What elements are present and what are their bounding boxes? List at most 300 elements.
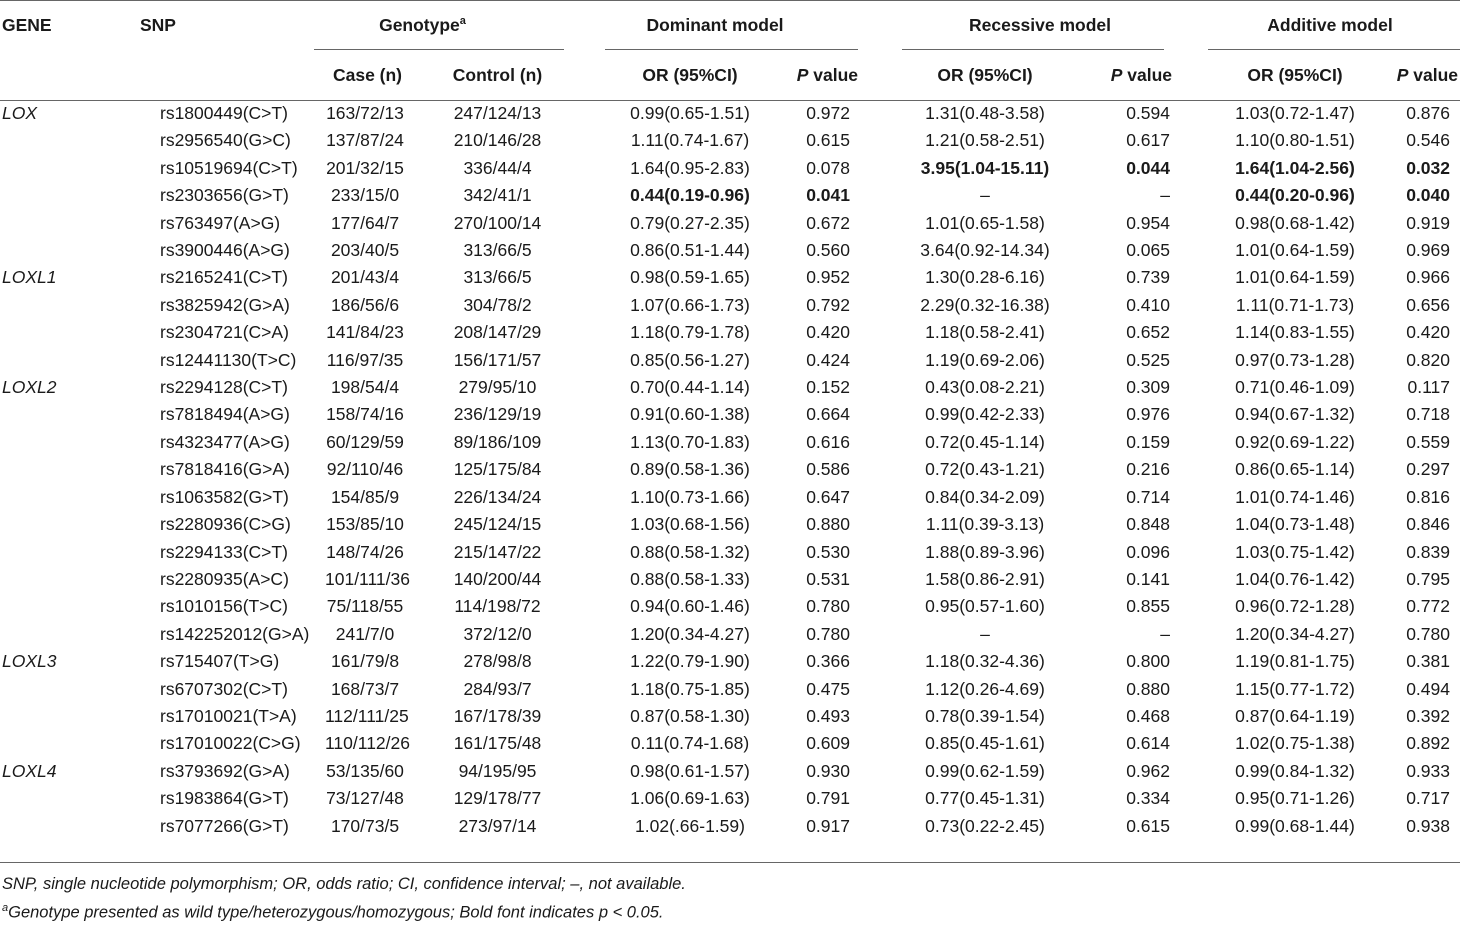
- cell-dom-or: 0.98(0.59-1.65): [630, 267, 750, 288]
- table-row: [0, 292, 1460, 319]
- cell-add-or: 1.10(0.80-1.51): [1235, 130, 1355, 151]
- cell-add-or: 1.03(0.75-1.42): [1235, 541, 1355, 562]
- cell-rec-or: 0.43(0.08-2.21): [925, 377, 1045, 398]
- cell-dom-p: 0.615: [806, 130, 850, 151]
- cell-control: 167/178/39: [453, 705, 542, 726]
- cell-rec-p: 0.468: [1126, 705, 1170, 726]
- header-genotype: [275, 0, 570, 50]
- cell-snp: rs17010022(C>G): [160, 733, 301, 754]
- table-row: [0, 593, 1460, 620]
- header-snp: SNP: [140, 14, 176, 35]
- cell-rec-p: 0.617: [1126, 130, 1170, 151]
- cell-rec-p: 0.615: [1126, 815, 1170, 836]
- cell-rec-or: 3.95(1.04-15.11): [920, 157, 1050, 178]
- cell-snp: rs17010021(T>A): [160, 705, 297, 726]
- cell-rec-p: 0.141: [1126, 568, 1170, 589]
- table-row: [0, 264, 1460, 291]
- cell-rec-or: 1.12(0.26-4.69): [925, 678, 1045, 699]
- cell-add-p: 0.919: [1406, 212, 1450, 233]
- cell-control: 284/93/7: [463, 678, 532, 699]
- cell-rec-p: 0.714: [1126, 486, 1170, 507]
- table-row: [0, 566, 1460, 593]
- cell-case: 177/64/7: [330, 212, 400, 233]
- cell-rec-or: 1.11(0.39-3.13): [925, 514, 1045, 535]
- cell-add-p: 0.494: [1406, 678, 1450, 699]
- cell-dom-p: 0.930: [806, 760, 850, 781]
- cell-dom-or: 1.03(0.68-1.56): [630, 514, 750, 535]
- cell-rec-p: 0.159: [1126, 431, 1170, 452]
- header-rec-p: [1070, 50, 1180, 100]
- footnote-sup: a: [2, 902, 9, 914]
- cell-rec-or: 0.85(0.45-1.61): [925, 733, 1045, 754]
- cell-add-or: 0.86(0.65-1.14): [1235, 459, 1355, 480]
- header-rec-p-italic: P: [1110, 64, 1123, 85]
- cell-add-p: 0.876: [1406, 103, 1450, 123]
- cell-dom-p: 0.078: [806, 157, 850, 178]
- cell-case: 154/85/9: [330, 486, 400, 507]
- header-genotype-label: Genotype: [379, 14, 460, 35]
- cell-add-p: 0.772: [1406, 596, 1450, 617]
- cell-gene: LOXL1: [2, 267, 57, 288]
- cell-add-p: 0.381: [1406, 651, 1450, 672]
- table-row: [0, 703, 1460, 730]
- cell-case: 137/87/24: [326, 130, 404, 151]
- table-row: [0, 511, 1460, 538]
- cell-dom-or: 1.07(0.66-1.73): [630, 294, 750, 315]
- rule-header-bottom: [0, 100, 1460, 101]
- footnote-abbreviations: SNP, single nucleotide polymorphism; OR, odds ratio; CI, confidence interval; –, not available.: [2, 875, 686, 893]
- cell-dom-p: 0.616: [806, 431, 850, 452]
- cell-rec-or: 0.72(0.43-1.21): [925, 459, 1045, 480]
- cell-dom-p: 0.560: [806, 240, 850, 261]
- cell-add-p: 0.032: [1406, 157, 1450, 178]
- cell-snp: rs10519694(C>T): [160, 157, 298, 178]
- cell-dom-p: 0.530: [806, 541, 850, 562]
- cell-add-or: 0.44(0.20-0.96): [1235, 185, 1355, 206]
- cell-control: 125/175/84: [453, 459, 542, 480]
- header-gene: GENE: [2, 14, 52, 35]
- cell-rec-or: 1.21(0.58-2.51): [925, 130, 1045, 151]
- table-row: [0, 484, 1460, 511]
- cell-rec-or: 0.78(0.39-1.54): [925, 705, 1045, 726]
- cell-control: 313/66/5: [463, 240, 532, 261]
- cell-rec-or: 1.31(0.48-3.58): [925, 103, 1045, 123]
- cell-case: 116/97/35: [326, 349, 404, 370]
- cell-snp: rs715407(T>G): [160, 651, 280, 672]
- cell-add-or: 1.64(1.04-2.56): [1235, 157, 1355, 178]
- cell-snp: rs1010156(T>C): [160, 596, 288, 617]
- cell-dom-or: 0.99(0.65-1.51): [630, 103, 750, 123]
- cell-control: 89/186/109: [453, 431, 542, 452]
- cell-snp: rs3793692(G>A): [160, 760, 290, 781]
- cell-rec-or: –: [980, 185, 990, 206]
- cell-rec-or: 0.99(0.62-1.59): [925, 760, 1045, 781]
- cell-case: 141/84/23: [326, 322, 404, 343]
- cell-dom-p: 0.424: [806, 349, 850, 370]
- cell-dom-p: 0.609: [806, 733, 850, 754]
- cell-case: 203/40/5: [330, 240, 400, 261]
- cell-rec-or: 0.84(0.34-2.09): [925, 486, 1045, 507]
- header-add-or: OR (95%CI): [1247, 64, 1343, 85]
- cell-snp: rs7818494(A>G): [160, 404, 290, 425]
- cell-add-p: 0.040: [1406, 185, 1450, 206]
- cell-add-p: 0.846: [1406, 514, 1450, 535]
- cell-snp: rs1983864(G>T): [160, 788, 289, 809]
- cell-dom-p: 0.493: [806, 705, 850, 726]
- cell-rec-p: –: [1160, 185, 1170, 206]
- cell-control: 278/98/8: [463, 651, 532, 672]
- cell-gene: [0, 127, 100, 154]
- cell-case: 168/73/7: [330, 678, 400, 699]
- footnote-genotype: [2, 896, 686, 925]
- cell-gene: [0, 593, 100, 620]
- cell-snp: rs763497(A>G): [160, 212, 281, 233]
- table-row: [0, 730, 1460, 757]
- cell-add-or: 0.94(0.67-1.32): [1235, 404, 1355, 425]
- cell-control: 129/178/77: [453, 788, 542, 809]
- cell-add-or: 1.04(0.73-1.48): [1235, 514, 1355, 535]
- cell-rec-p: 0.096: [1126, 541, 1170, 562]
- cell-control: 247/124/13: [453, 103, 542, 123]
- cell-rec-p: 0.614: [1126, 733, 1170, 754]
- table-row: [0, 401, 1460, 428]
- cell-dom-p: 0.647: [806, 486, 850, 507]
- cell-dom-or: 0.86(0.51-1.44): [630, 240, 750, 261]
- cell-snp: rs2294128(C>T): [160, 377, 288, 398]
- cell-dom-or: 0.88(0.58-1.32): [630, 541, 750, 562]
- table-row: [0, 127, 1460, 154]
- rule-top: [0, 0, 1460, 1]
- cell-dom-p: 0.041: [806, 185, 850, 206]
- cell-case: 148/74/26: [326, 541, 404, 562]
- cell-dom-or: 0.89(0.58-1.36): [630, 459, 750, 480]
- cell-snp: rs3900446(A>G): [160, 240, 290, 261]
- cell-control: 114/198/72: [454, 596, 541, 617]
- header-blank-gene: [0, 50, 100, 100]
- cell-add-p: 0.420: [1406, 322, 1450, 343]
- cell-control: 342/41/1: [463, 185, 532, 206]
- cell-dom-or: 1.22(0.79-1.90): [630, 651, 750, 672]
- cell-control: 161/175/48: [453, 733, 542, 754]
- table-row: [0, 648, 1460, 675]
- cell-add-or: 1.19(0.81-1.75): [1235, 651, 1355, 672]
- cell-dom-p: 0.664: [806, 404, 850, 425]
- rule-recessive: [902, 49, 1164, 50]
- cell-add-p: 0.892: [1406, 733, 1450, 754]
- cell-rec-or: 0.95(0.57-1.60): [925, 596, 1045, 617]
- header-additive: Additive model: [1267, 14, 1393, 35]
- header-dom-p-italic: P: [796, 64, 809, 85]
- cell-case: 163/72/13: [326, 103, 404, 123]
- cell-control: 245/124/15: [453, 514, 542, 535]
- cell-control: 313/66/5: [463, 267, 532, 288]
- header-add-p: [1380, 50, 1460, 100]
- header-control: Control (n): [452, 64, 543, 85]
- cell-rec-or: 1.30(0.28-6.16): [925, 267, 1045, 288]
- cell-add-or: 1.20(0.34-4.27): [1235, 623, 1355, 644]
- cell-dom-or: 1.20(0.34-4.27): [630, 623, 750, 644]
- cell-gene: [0, 155, 100, 182]
- cell-dom-p: 0.780: [806, 596, 850, 617]
- cell-case: 73/127/48: [326, 788, 404, 809]
- cell-add-or: 1.15(0.77-1.72): [1235, 678, 1355, 699]
- cell-snp: rs2280936(C>G): [160, 514, 291, 535]
- header-recessive: Recessive model: [968, 14, 1112, 35]
- cell-add-or: 0.87(0.64-1.19): [1235, 705, 1355, 726]
- cell-add-or: 0.92(0.69-1.22): [1235, 431, 1355, 452]
- cell-case: 112/111/25: [325, 705, 409, 726]
- cell-rec-p: 0.800: [1126, 651, 1170, 672]
- cell-gene: [0, 456, 100, 483]
- cell-dom-or: 1.02(.66-1.59): [635, 815, 745, 836]
- cell-dom-or: 0.98(0.61-1.57): [630, 760, 750, 781]
- cell-gene: [0, 429, 100, 456]
- footnotes: [2, 872, 686, 925]
- cell-gene: [0, 484, 100, 511]
- cell-add-or: 0.98(0.68-1.42): [1235, 212, 1355, 233]
- cell-add-p: 0.117: [1407, 377, 1450, 398]
- cell-case: 201/43/4: [330, 267, 400, 288]
- cell-dom-p: 0.972: [806, 103, 850, 123]
- cell-dom-p: 0.475: [806, 678, 850, 699]
- cell-add-p: 0.297: [1406, 459, 1450, 480]
- cell-gene: LOXL4: [2, 760, 57, 781]
- cell-rec-or: 1.58(0.86-2.91): [925, 568, 1045, 589]
- cell-dom-p: 0.791: [806, 788, 850, 809]
- cell-rec-p: 0.044: [1126, 157, 1170, 178]
- cell-rec-or: 0.73(0.22-2.45): [925, 815, 1045, 836]
- cell-gene: [0, 182, 100, 209]
- cell-dom-p: 0.420: [806, 322, 850, 343]
- table-row: [0, 676, 1460, 703]
- cell-gene: [0, 511, 100, 538]
- table-row: [0, 210, 1460, 237]
- cell-case: 60/129/59: [326, 431, 404, 452]
- cell-snp: rs7818416(G>A): [160, 459, 290, 480]
- table-body: [0, 100, 1460, 840]
- cell-dom-or: 0.11(0.74-1.68): [630, 733, 750, 754]
- cell-dom-p: 0.366: [806, 651, 850, 672]
- cell-add-or: 1.01(0.64-1.59): [1235, 267, 1355, 288]
- cell-snp: rs142252012(G>A): [160, 623, 310, 644]
- cell-dom-or: 1.18(0.79-1.78): [630, 322, 750, 343]
- cell-dom-or: 1.11(0.74-1.67): [630, 130, 750, 151]
- table-row: [0, 539, 1460, 566]
- rule-additive: [1208, 49, 1460, 50]
- cell-add-p: 0.718: [1406, 404, 1450, 425]
- table-row: [0, 155, 1460, 182]
- cell-snp: rs2304721(C>A): [160, 322, 289, 343]
- cell-rec-or: 0.77(0.45-1.31): [925, 788, 1045, 809]
- cell-add-p: 0.795: [1406, 568, 1450, 589]
- cell-add-or: 1.03(0.72-1.47): [1235, 103, 1355, 123]
- table-row: [0, 319, 1460, 346]
- header-dom-or: OR (95%CI): [642, 64, 738, 85]
- cell-add-p: 0.938: [1406, 815, 1450, 836]
- cell-dom-or: 1.18(0.75-1.85): [630, 678, 750, 699]
- cell-control: 372/12/0: [463, 623, 532, 644]
- table-row: [0, 758, 1460, 785]
- cell-snp: rs2165241(C>T): [160, 267, 288, 288]
- table-row: [0, 813, 1460, 840]
- cell-dom-or: 1.10(0.73-1.66): [630, 486, 750, 507]
- cell-control: 210/146/28: [453, 130, 542, 151]
- table-row: [0, 182, 1460, 209]
- cell-add-p: 0.717: [1406, 788, 1450, 809]
- rule-dominant: [605, 49, 858, 50]
- cell-dom-p: 0.586: [806, 459, 850, 480]
- cell-gene: [0, 703, 100, 730]
- cell-snp: rs7077266(G>T): [160, 815, 289, 836]
- cell-control: 140/200/44: [453, 568, 542, 589]
- cell-dom-or: 0.87(0.58-1.30): [630, 705, 750, 726]
- cell-snp: rs4323477(A>G): [160, 431, 290, 452]
- cell-rec-or: 1.19(0.69-2.06): [925, 349, 1045, 370]
- cell-dom-or: 0.91(0.60-1.38): [630, 404, 750, 425]
- table-row: [0, 456, 1460, 483]
- cell-control: 279/95/10: [458, 377, 537, 398]
- cell-gene: [0, 401, 100, 428]
- cell-gene: [0, 621, 100, 648]
- cell-rec-or: 1.18(0.32-4.36): [925, 651, 1045, 672]
- cell-case: 161/79/8: [330, 651, 400, 672]
- cell-case: 92/110/46: [326, 459, 404, 480]
- cell-rec-p: 0.739: [1126, 267, 1170, 288]
- cell-case: 153/85/10: [326, 514, 404, 535]
- cell-rec-or: 3.64(0.92-14.34): [920, 240, 1050, 261]
- cell-dom-or: 0.70(0.44-1.14): [630, 377, 750, 398]
- cell-add-or: 0.99(0.84-1.32): [1235, 760, 1355, 781]
- cell-rec-p: 0.065: [1126, 240, 1170, 261]
- cell-add-or: 1.01(0.64-1.59): [1235, 240, 1355, 261]
- cell-rec-p: 0.410: [1126, 294, 1170, 315]
- cell-dom-p: 0.880: [806, 514, 850, 535]
- header-add-p-italic: P: [1396, 64, 1409, 85]
- cell-control: 208/147/29: [453, 322, 542, 343]
- cell-rec-p: 0.976: [1126, 404, 1170, 425]
- cell-rec-or: 0.72(0.45-1.14): [925, 431, 1045, 452]
- cell-add-or: 0.96(0.72-1.28): [1235, 596, 1355, 617]
- cell-snp: rs6707302(C>T): [160, 678, 288, 699]
- footnote-genotype-text: Genotype presented as wild type/heterozygous/homozygous; Bold font indicates p < 0.05.: [8, 903, 664, 922]
- cell-control: 94/195/95: [458, 760, 537, 781]
- cell-add-or: 1.02(0.75-1.38): [1235, 733, 1355, 754]
- table-row: [0, 429, 1460, 456]
- cell-case: 158/74/16: [326, 404, 404, 425]
- cell-rec-p: –: [1160, 623, 1170, 644]
- cell-rec-or: 1.01(0.65-1.58): [925, 212, 1045, 233]
- cell-rec-p: 0.848: [1126, 514, 1170, 535]
- table-row: [0, 374, 1460, 401]
- table-row: [0, 347, 1460, 374]
- cell-dom-or: 0.94(0.60-1.46): [630, 596, 750, 617]
- cell-dom-p: 0.780: [806, 623, 850, 644]
- header-dom-p: [770, 50, 860, 100]
- cell-add-or: 1.14(0.83-1.55): [1235, 322, 1355, 343]
- cell-dom-or: 0.44(0.19-0.96): [630, 185, 750, 206]
- cell-snp: rs2294133(C>T): [160, 541, 288, 562]
- cell-control: 273/97/14: [458, 815, 537, 836]
- cell-rec-p: 0.652: [1126, 322, 1170, 343]
- cell-snp: rs1063582(G>T): [160, 486, 289, 507]
- cell-rec-or: 0.99(0.42-2.33): [925, 404, 1045, 425]
- cell-case: 170/73/5: [330, 815, 400, 836]
- cell-gene: [0, 210, 100, 237]
- cell-add-p: 0.656: [1406, 294, 1450, 315]
- cell-add-or: 0.71(0.46-1.09): [1235, 377, 1355, 398]
- cell-dom-or: 1.13(0.70-1.83): [630, 431, 750, 452]
- cell-gene: [0, 813, 100, 840]
- cell-case: 53/135/60: [326, 760, 404, 781]
- cell-gene: LOX: [2, 103, 38, 123]
- cell-case: 75/118/55: [326, 596, 404, 617]
- cell-rec-p: 0.962: [1126, 760, 1170, 781]
- cell-gene: [0, 237, 100, 264]
- table-row: [0, 785, 1460, 812]
- cell-add-p: 0.966: [1406, 267, 1450, 288]
- cell-rec-p: 0.216: [1126, 459, 1170, 480]
- cell-add-or: 0.97(0.73-1.28): [1235, 349, 1355, 370]
- cell-add-or: 0.95(0.71-1.26): [1235, 788, 1355, 809]
- cell-gene: [0, 785, 100, 812]
- cell-case: 201/32/15: [326, 157, 404, 178]
- rule-bottom: [0, 862, 1460, 863]
- cell-control: 304/78/2: [463, 294, 532, 315]
- cell-gene: [0, 539, 100, 566]
- header-dom-p-rest: value: [808, 64, 858, 85]
- cell-rec-p: 0.594: [1126, 103, 1170, 123]
- cell-rec-or: 2.29(0.32-16.38): [920, 294, 1050, 315]
- cell-snp: rs1800449(C>T): [160, 103, 288, 123]
- table-row: [0, 237, 1460, 264]
- cell-add-or: 1.11(0.71-1.73): [1235, 294, 1355, 315]
- cell-add-p: 0.546: [1406, 130, 1450, 151]
- cell-snp: rs2956540(G>C): [160, 130, 291, 151]
- cell-control: 270/100/14: [453, 212, 542, 233]
- cell-snp: rs3825942(G>A): [160, 294, 290, 315]
- cell-rec-p: 0.309: [1126, 377, 1170, 398]
- cell-rec-p: 0.525: [1126, 349, 1170, 370]
- cell-add-p: 0.933: [1406, 760, 1450, 781]
- cell-gene: [0, 676, 100, 703]
- cell-control: 215/147/22: [453, 541, 542, 562]
- cell-control: 156/171/57: [453, 349, 542, 370]
- cell-dom-or: 1.64(0.95-2.83): [630, 157, 750, 178]
- cell-rec-p: 0.855: [1126, 596, 1170, 617]
- cell-rec-or: –: [980, 623, 990, 644]
- cell-add-p: 0.839: [1406, 541, 1450, 562]
- cell-gene: [0, 730, 100, 757]
- rule-genotype: [314, 49, 564, 50]
- cell-add-p: 0.392: [1406, 705, 1450, 726]
- cell-gene: [0, 566, 100, 593]
- cell-control: 336/44/4: [463, 157, 532, 178]
- cell-rec-p: 0.334: [1126, 788, 1170, 809]
- cell-gene: [0, 347, 100, 374]
- cell-case: 198/54/4: [330, 377, 400, 398]
- table-row: [0, 100, 1460, 127]
- header-rec-or: OR (95%CI): [937, 64, 1033, 85]
- header-add-p-rest: value: [1408, 64, 1458, 85]
- cell-add-or: 1.04(0.76-1.42): [1235, 568, 1355, 589]
- cell-case: 241/7/0: [335, 623, 395, 644]
- cell-gene: [0, 292, 100, 319]
- cell-rec-p: 0.880: [1126, 678, 1170, 699]
- cell-dom-p: 0.531: [806, 568, 850, 589]
- cell-rec-or: 1.88(0.89-3.96): [925, 541, 1045, 562]
- cell-add-p: 0.820: [1406, 349, 1450, 370]
- cell-case: 101/111/36: [325, 568, 410, 589]
